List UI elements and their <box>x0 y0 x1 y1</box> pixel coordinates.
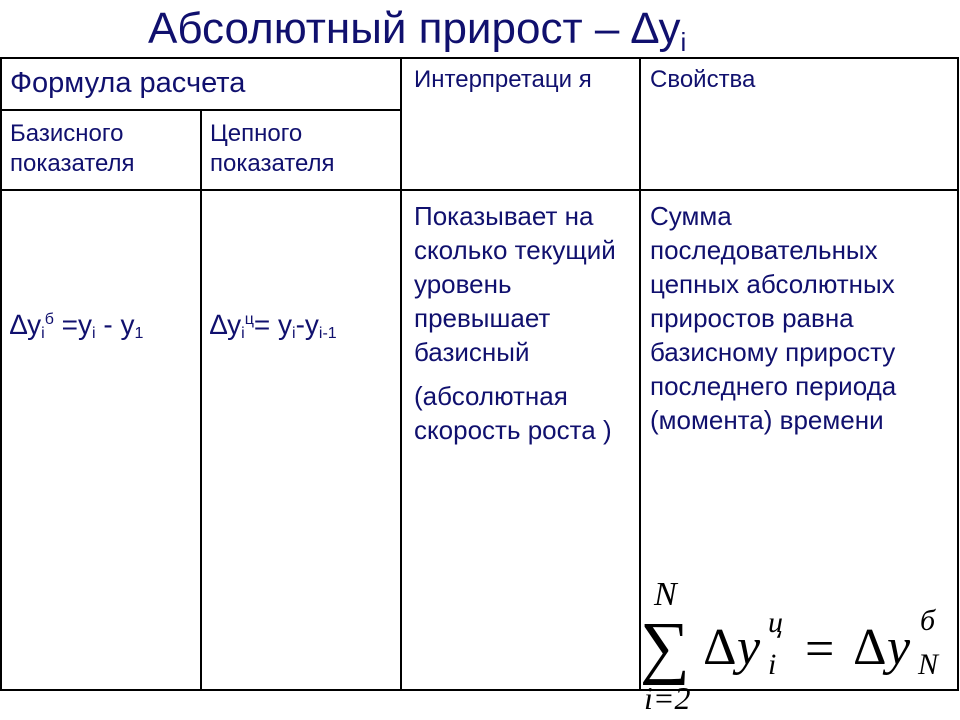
sum-upper-limit: N <box>654 576 677 613</box>
sum-delta-2: ∆ <box>854 619 886 676</box>
sum-lower-limit: i=2 <box>644 680 691 716</box>
sum-sub-i: i <box>768 648 777 681</box>
interpretation-text: Показывает на сколько текущий уровень превышает базисный <box>414 201 616 367</box>
table-border-right <box>957 57 959 691</box>
row-divider-1 <box>0 109 401 111</box>
title-var: y <box>658 4 681 53</box>
sum-sup-b: б <box>920 604 936 637</box>
sigma-symbol: ∑ <box>640 609 690 686</box>
properties-cell <box>650 199 954 447</box>
header-basic: Базисного показателя <box>10 120 135 177</box>
col-divider-1 <box>200 111 202 691</box>
chain-formula: $\Delta y_i^ц= y_i-y_{i-1}$ <box>210 309 337 342</box>
title-sub: i <box>680 27 687 57</box>
title-text: Абсолютный прирост – <box>148 4 632 53</box>
basic-formula: $\Delta y_i^б =y_i - y_1$ <box>10 309 144 342</box>
absolute-growth-table <box>0 57 959 691</box>
sum-delta: ∆ <box>704 619 736 676</box>
sum-sub-N: N <box>918 648 939 681</box>
title-delta: ∆ <box>631 4 659 53</box>
sum-y-2: y <box>887 619 911 676</box>
col-divider-2 <box>400 57 402 691</box>
row-divider-2 <box>0 189 959 191</box>
header-properties: Свойства <box>650 66 756 93</box>
header-formula: Формула расчета <box>10 67 246 99</box>
sum-sup-c: ц <box>768 606 783 639</box>
header-chain: Цепного показателя <box>210 120 335 177</box>
interpretation-note: (абсолютная скорость роста ) <box>414 381 612 445</box>
sum-y: y <box>737 619 761 676</box>
interpretation-cell <box>414 199 636 457</box>
sum-equals: = <box>805 621 835 678</box>
header-interpretation: Интерпретаци я <box>414 66 592 93</box>
table-border-top <box>0 57 959 59</box>
properties-text: Сумма последовательных цепных абсолютных приростов равна базисному приросту последнего периода (момента) времени <box>650 201 897 435</box>
table-border-bottom <box>0 689 959 691</box>
col-divider-3 <box>639 57 641 691</box>
table-border-left <box>0 57 2 691</box>
